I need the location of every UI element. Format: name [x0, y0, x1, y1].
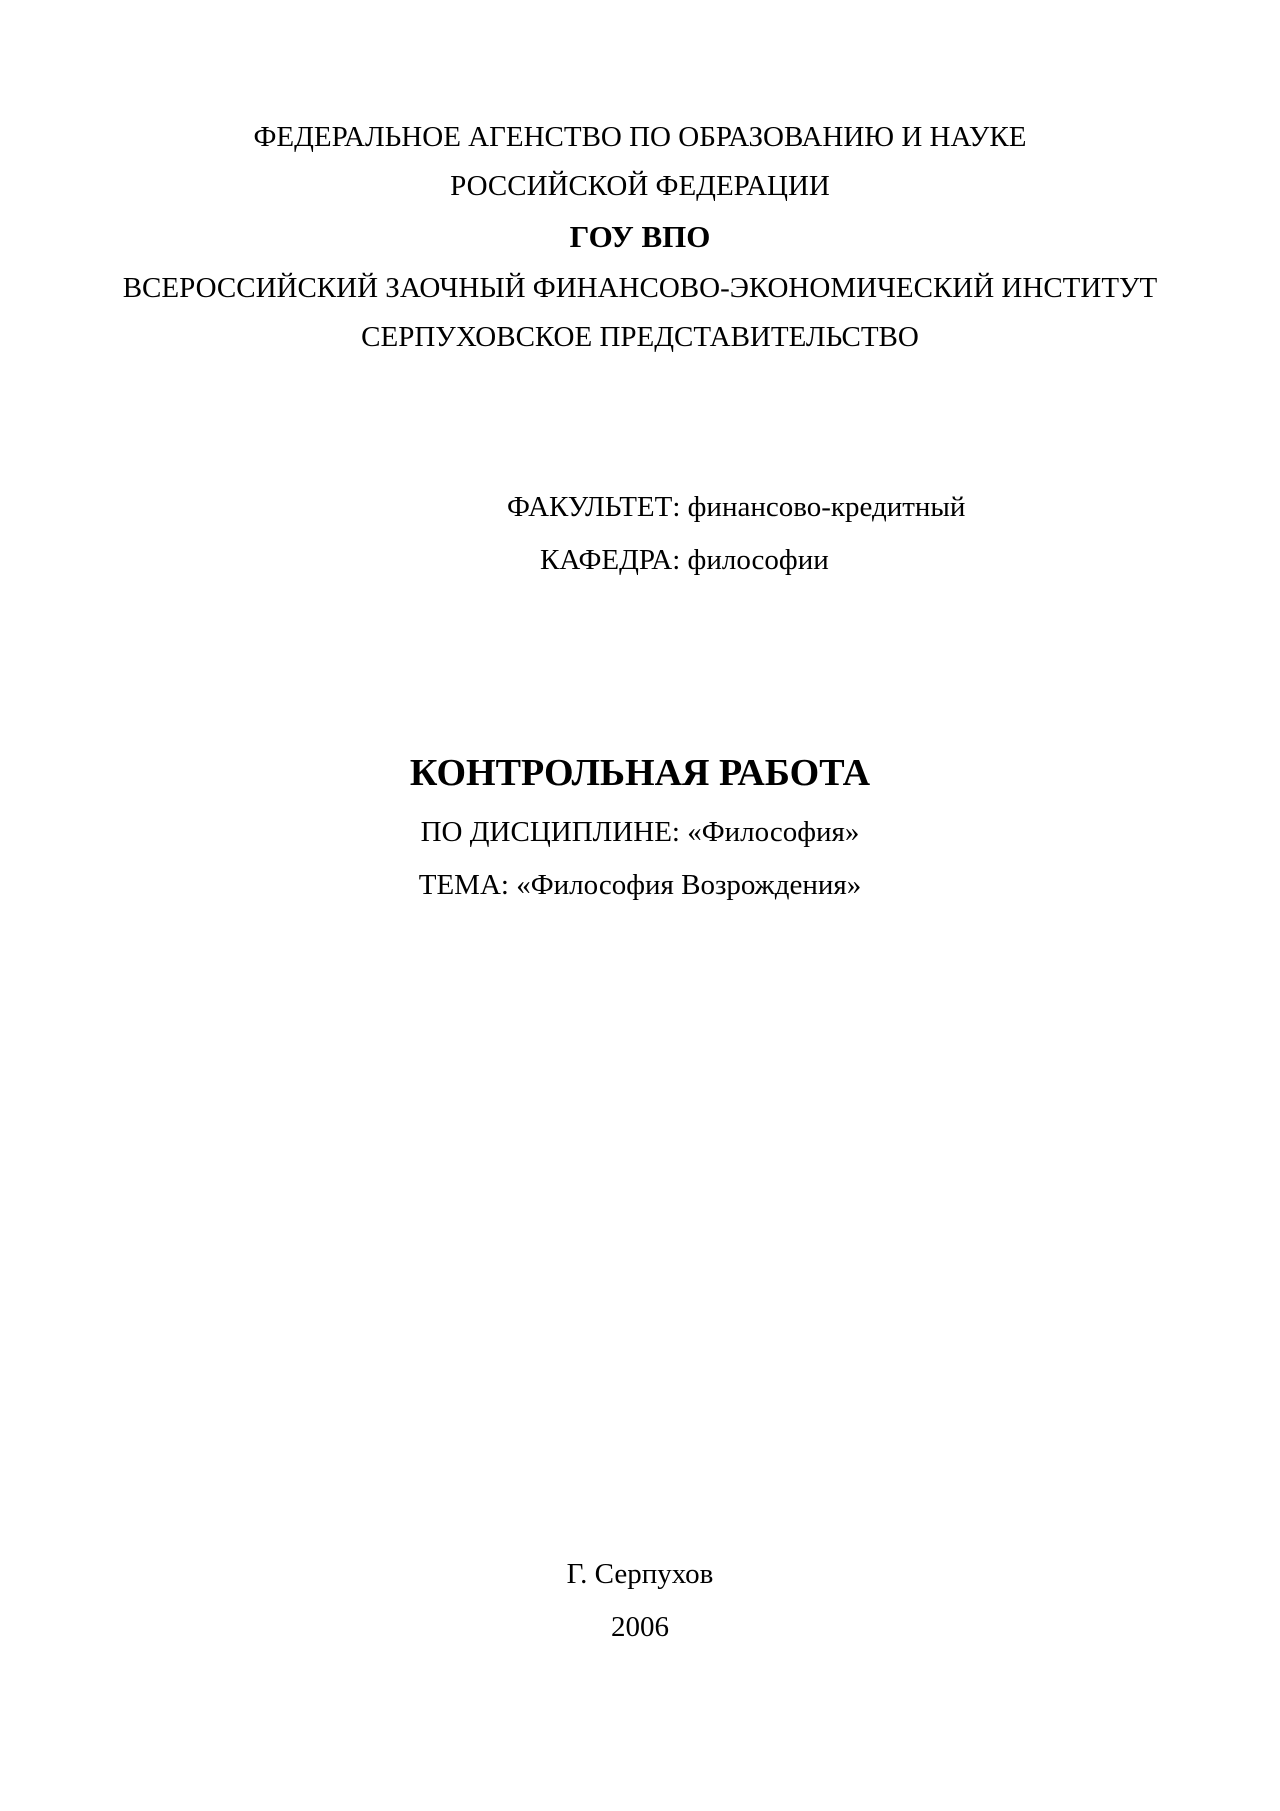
agency-line-2: РОССИЙСКОЙ ФЕДЕРАЦИИ [450, 170, 830, 202]
work-title: КОНТРОЛЬНАЯ РАБОТА [409, 752, 871, 794]
agency-line-1: ФЕДЕРАЛЬНОЕ АГЕНСТВО ПО ОБРАЗОВАНИЮ И НАУКЕ [253, 121, 1027, 153]
department-line: КАФЕДРА: философии [540, 544, 829, 576]
institute-name: ВСЕРОССИЙСКИЙ ЗАОЧНЫЙ ФИНАНСОВО-ЭКОНОМИЧЕСКИЙ ИНСТИТУТ [122, 272, 1158, 304]
branch-name: СЕРПУХОВСКОЕ ПРЕДСТАВИТЕЛЬСТВО [361, 321, 919, 353]
discipline-line: ПО ДИСЦИПЛИНЕ: «Философия» [420, 816, 860, 848]
faculty-line: ФАКУЛЬТЕТ: финансово-кредитный [507, 491, 966, 523]
topic-line: ТЕМА: «Философия Возрождения» [418, 869, 862, 901]
year-line: 2006 [611, 1611, 669, 1643]
city-line: Г. Серпухов [566, 1558, 714, 1590]
gou-vpo-heading: ГОУ ВПО [569, 219, 711, 254]
